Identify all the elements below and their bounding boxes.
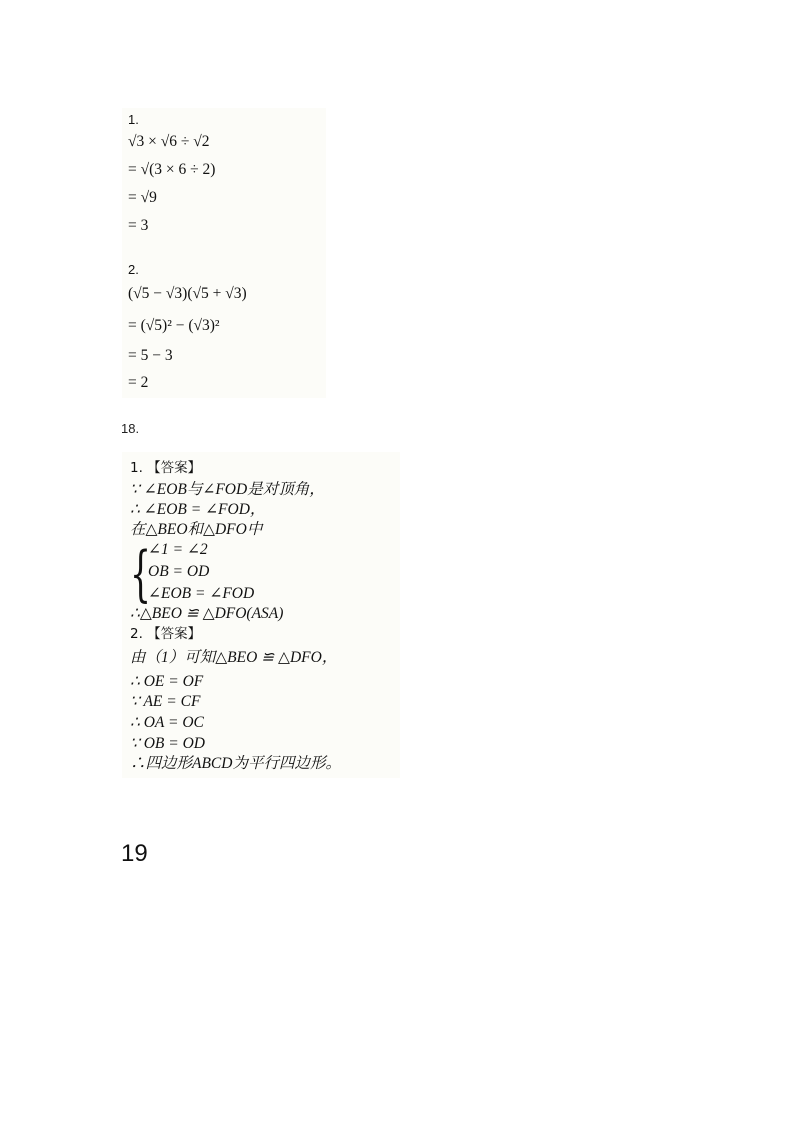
q18-part1-line-1: ∵ ∠EOB与∠FOD是对顶角，: [130, 481, 325, 498]
q18-part2-line-3: ∵ AE = CF: [130, 693, 201, 710]
q17-part1-line-2: = √(3 × 6 ÷ 2): [128, 161, 216, 178]
q18-number: 18.: [121, 421, 140, 436]
q18-part1-line-6: ∠EOB = ∠FOD: [148, 585, 255, 602]
q17-part2-line-2: = (√5)² − (√3)²: [128, 317, 220, 334]
q17-part1-line-1: √3 × √6 ÷ √2: [128, 133, 210, 150]
q18-part2-line-1: 由（1）可知△BEO ≌ △DFO，: [130, 649, 338, 666]
q17-part2-line-4: = 2: [128, 374, 149, 391]
q18-part1-heading: 1. 【答案】: [130, 460, 202, 476]
q18-part2-line-4: ∴ OA = OC: [130, 714, 204, 731]
q18-part2-line-2: ∴ OE = OF: [130, 673, 204, 690]
q17-part2-line-1: (√5 − √3)(√5 + √3): [128, 285, 247, 302]
q17-part2-label: 2.: [128, 262, 139, 277]
q18-part1-line-4: ∠1 = ∠2: [148, 541, 208, 558]
q18-solution-block: [122, 452, 400, 778]
q17-solution-block: [122, 108, 326, 398]
q18-part2-heading: 2. 【答案】: [130, 626, 202, 642]
q18-part2-line-5: ∵ OB = OD: [130, 735, 205, 752]
q17-part1-line-3: = √9: [128, 189, 157, 206]
q18-part1-line-5: OB = OD: [148, 563, 210, 580]
q18-part1-line-7: ∴△BEO ≌ △DFO(ASA): [130, 605, 284, 622]
q18-part1-line-2: ∴ ∠EOB = ∠FOD，: [130, 501, 266, 518]
q18-part1-line-3: 在△BEO和△DFO中: [130, 521, 263, 538]
q19-number: 19: [121, 840, 148, 867]
q17-part1-line-4: = 3: [128, 217, 149, 234]
q17-part2-line-3: = 5 − 3: [128, 347, 173, 364]
q18-part2-line-6: ∴四边形ABCD为平行四边形。: [130, 755, 341, 772]
q17-part1-label: 1.: [128, 112, 139, 127]
system-brace: {: [130, 539, 152, 609]
